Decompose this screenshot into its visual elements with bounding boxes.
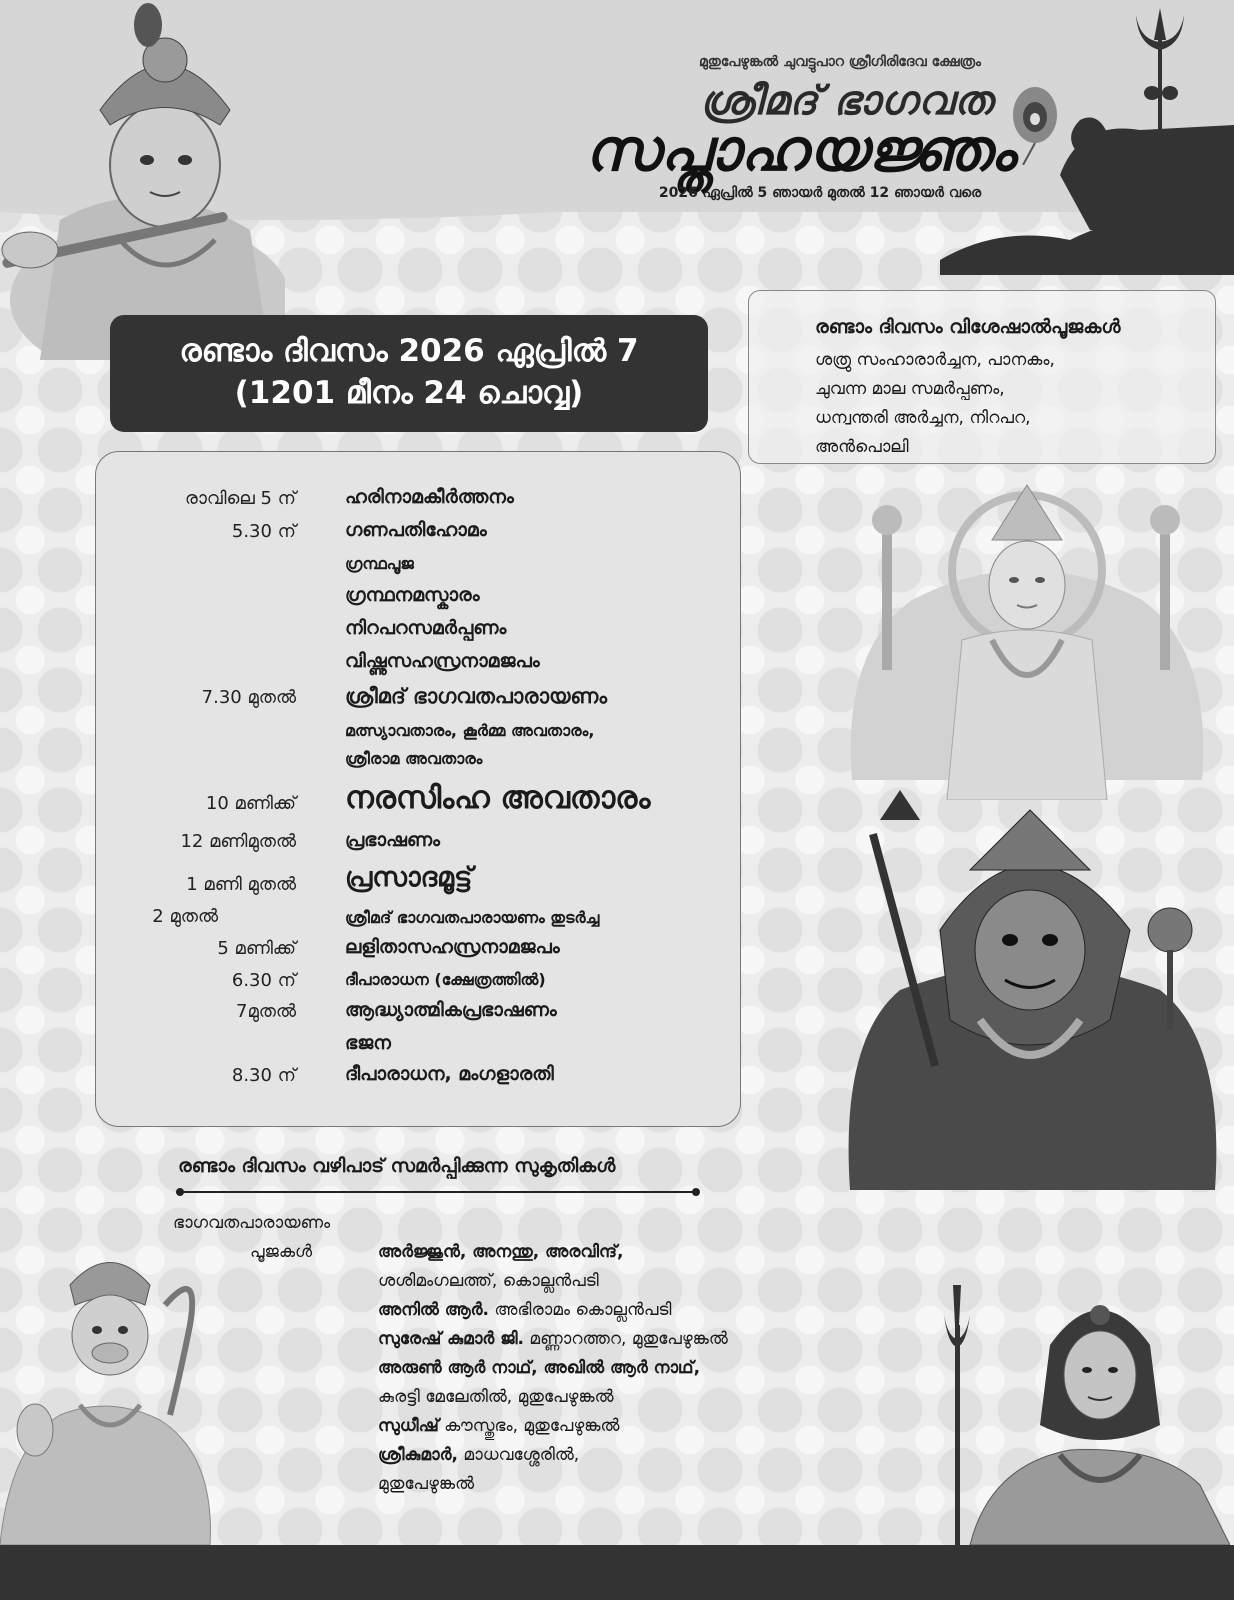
sponsor-category-label: ഭാഗവതപാരായണം [173,1213,331,1233]
sponsor-line [378,1474,474,1494]
special-pooja-line: ധന്വന്തരി അർച്ചന, നിറപറ, [815,408,1031,428]
schedule-event: ദീപാരാധന, മംഗളാരതി [345,1063,554,1085]
sponsor-address: അഭിരാമം കൊല്ലൻപടി [489,1300,672,1320]
sponsor-name: ശ്രീകുമാർ, [378,1445,459,1465]
schedule-event: ശ്രീമദ് ഭാഗവതപാരായണം [345,684,608,708]
sponsor-name: സുരേഷ് കുമാർ ജി. [378,1329,524,1349]
festival-dates: 2026 ഏപ്രിൽ 5 ഞായർ മുതൽ 12 ഞായർ വരെ [658,185,982,201]
schedule-event: ശ്രീമദ് ഭാഗവതപാരായണം തുടർച്ച [345,908,600,927]
sponsor-name: അനിൽ ആർ. [378,1300,489,1320]
hanuman-illustration [0,1245,215,1545]
schedule-time: 10 മണിക്ക് [205,793,296,814]
schedule-event: ശ്രീരാമ അവതാരം [345,749,483,768]
sponsor-name: സുധീഷ് [378,1416,439,1436]
sponsor-line [378,1329,728,1349]
logo-line-2: സപ്താഹയജ്ഞം [585,116,1016,184]
sponsor-line [378,1300,671,1320]
trishul-icon [940,0,1234,275]
schedule-event: ഗണപതിഹോമം [345,519,487,541]
sponsor-line [378,1387,614,1407]
sponsor-line [378,1271,599,1291]
schedule-event: നരസിംഹ അവതാരം [345,780,651,816]
special-pooja-line: അൻപൊലി [815,437,909,457]
sponsor-address: മണ്ണാറത്തറ, മുതുപേഴുങ്കൽ [524,1329,728,1349]
schedule-time: 1 മണി മുതൽ [186,874,296,895]
day-banner [110,315,708,432]
sponsor-line [378,1445,579,1465]
schedule-time: 7മുതൽ [236,1001,296,1022]
day-banner-line-1: രണ്ടാം ദിവസം 2026 ഏപ്രിൽ 7 [179,333,639,369]
sponsor-address: മുതുപേഴുങ്കൽ [378,1474,475,1494]
narasimha-illustration [840,790,1225,1190]
shiva-illustration [930,1285,1230,1545]
schedule-event: ഗ്രന്ഥപൂജ [345,554,414,573]
sponsor-name: അർജ്ജുൻ, അനന്തു, അരവിന്ദ്, [378,1242,624,1262]
schedule-event: ഹരിനാമകീർത്തനം [345,486,514,508]
schedule-event: പ്രസാദമൂട്ട് [345,862,473,893]
sponsors-title: രണ്ടാം ദിവസം വഴിപാട് സമർപ്പിക്കുന്ന സുകൃതികൾ [178,1155,616,1177]
schedule-time: രാവിലെ 5 ന് [184,488,296,509]
schedule-time: 2 മുതൽ [152,906,218,927]
day-banner-line-2: (1201 മീനം 24 ചൊവ്വ) [234,375,584,411]
schedule-time: 8.30 ന് [231,1065,296,1086]
schedule-event: ഗ്രന്ഥനമസ്കാരം [345,584,480,606]
logo-line-1: ശ്രീമദ് ഭാഗവത [700,78,994,124]
schedule-time: 5 മണിക്ക് [217,938,296,959]
schedule-event: ദീപാരാധന (ക്ഷേത്രത്തിൽ) [345,970,546,989]
schedule-event: മത്സ്യാവതാരം, കൂർമ്മ അവതാരം, [345,721,595,740]
sponsor-address: മാധവശ്ശേരിൽ, [458,1445,580,1465]
temple-name: മുതുപേഴുങ്കൽ ചുവട്ടുപാറ ശ്രീഗിരിദേവ ക്ഷേത്രം [699,54,981,70]
schedule-event: ലളിതാസഹസ്രനാമജപം [345,936,560,958]
schedule-event: വിഷ്ണുസഹസ്രനാമജപം [345,650,540,672]
schedule-event: ആദ്ധ്യാത്മികപ്രഭാഷണം [345,999,557,1021]
krishna-illustration [0,0,285,360]
sponsor-category-label: പൂജകൾ [250,1242,313,1262]
schedule-event: ഭജന [345,1032,391,1054]
sponsors-rule [180,1191,696,1193]
sponsor-name: അരുൺ ആർ നാഥ്, അഖിൽ ആർ നാഥ്, [378,1358,701,1378]
vishnu-illustration [842,480,1212,800]
footer-bar [0,1545,1234,1600]
schedule-time: 7.30 മുതൽ [201,687,296,708]
sponsor-line [378,1358,700,1378]
sponsor-line [378,1416,619,1436]
special-poojas-title: രണ്ടാം ദിവസം വിശേഷാൽപൂജകൾ [815,316,1121,338]
sponsor-line [378,1242,623,1262]
sponsor-address: കുരട്ടി മേലേതിൽ, മുതുപേഴുങ്കൽ [378,1387,614,1407]
special-poojas-box [748,290,1216,464]
special-pooja-line: ചുവന്ന മാല സമർപ്പണം, [815,379,1005,399]
schedule-event: നിറപറസമർപ്പണം [345,617,507,639]
schedule-time: 12 മണിമുതൽ [180,831,296,852]
schedule-event: പ്രഭാഷണം [345,829,441,851]
schedule-time: 6.30 ന് [231,970,296,991]
special-pooja-line: ശത്രു സംഹാരാർച്ചന, പാനകം, [815,350,1055,370]
sponsor-address: കൗസ്തുഭം, മുതുപേഴുങ്കൽ [438,1416,620,1436]
schedule-time: 5.30 ന് [231,521,296,542]
rule-dot [692,1188,700,1196]
sponsor-address: ശശിമംഗലത്ത്, കൊല്ലൻപടി [378,1271,599,1291]
